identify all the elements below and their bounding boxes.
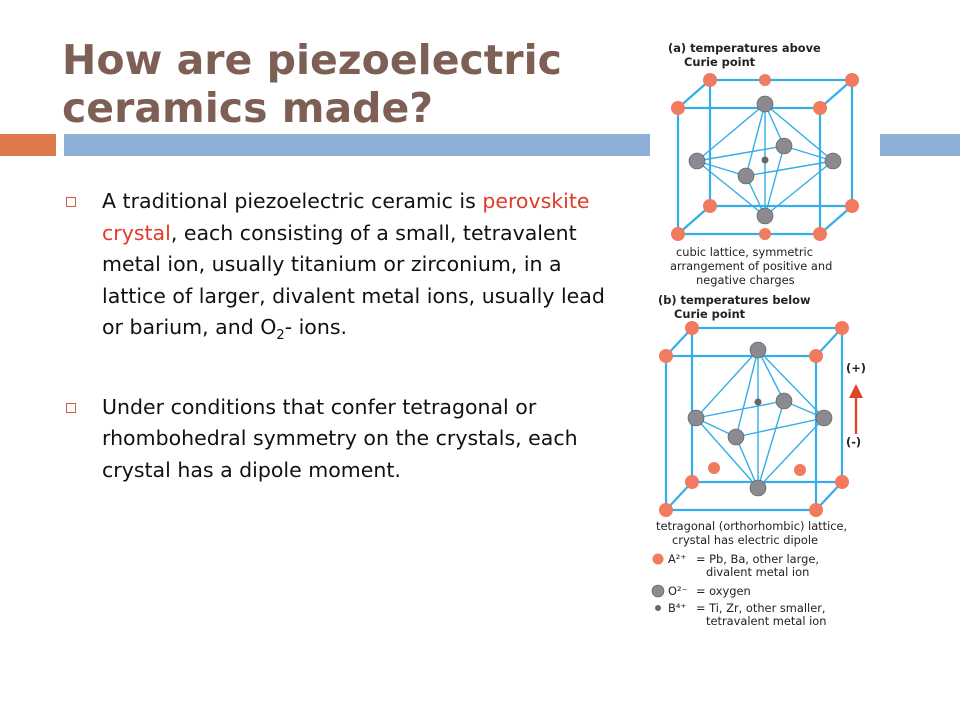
slide-title-line-1: How are piezoelectric <box>62 36 562 84</box>
legend-a-line-1: = Pb, Ba, other large, <box>696 552 819 566</box>
panel-a-caption-1: cubic lattice, symmetric <box>676 245 813 259</box>
panel-a-header-1: (a) temperatures above <box>668 41 821 55</box>
panel-a-header-2: Curie point <box>684 55 756 69</box>
bullet-item-1 <box>66 186 606 352</box>
dipole-plus-label: (+) <box>846 361 866 375</box>
panel-a-caption-3: negative charges <box>696 273 795 287</box>
panel-b-header-2: Curie point <box>674 307 746 321</box>
perovskite-diagram <box>650 38 880 628</box>
perovskite-figure <box>650 38 880 628</box>
panel-b-caption-1: tetragonal (orthorhombic) lattice, <box>656 519 848 533</box>
legend-a-symbol: A²⁺ <box>668 552 687 566</box>
b-ion-panel-b <box>755 399 762 406</box>
legend-b-ion-swatch <box>655 605 661 611</box>
o-ions-panel-b <box>688 342 832 496</box>
slide-title-line-2: ceramics made? <box>62 84 434 132</box>
square-bullet-icon <box>66 403 76 413</box>
panel-b-header-1: (b) temperatures below <box>658 293 811 307</box>
b-ion-panel-a <box>762 157 769 164</box>
legend-b-line-2: tetravalent metal ion <box>706 614 827 628</box>
bullet-1-text-start: A traditional piezoelectric ceramic is <box>102 189 483 213</box>
legend-o-symbol: O²⁻ <box>668 584 688 598</box>
legend-a-line-2: divalent metal ion <box>706 565 810 579</box>
dipole-arrow-icon <box>849 384 863 434</box>
bullet-item-2 <box>66 392 606 487</box>
square-bullet-icon <box>66 197 76 207</box>
legend-b-symbol: B⁴⁺ <box>668 601 687 615</box>
bullet-1-subscript: 2 <box>276 328 285 344</box>
legend <box>652 552 827 628</box>
legend-o-ion-swatch <box>652 585 664 597</box>
legend-b-line-1: = Ti, Zr, other smaller, <box>696 601 826 615</box>
panel-b-caption-2: crystal has electric dipole <box>672 533 819 547</box>
bullet-list <box>66 186 606 526</box>
legend-a-ion-swatch <box>653 554 664 565</box>
panel-a-caption-2: arrangement of positive and <box>670 259 833 273</box>
bullet-1-text-middle: , each consisting of a small, tetravalent metal ion, usually titanium or zirconium, in a lattice of larger, divalent metal ions, usually lead or barium, and O <box>102 220 605 339</box>
accent-bar-orange <box>0 134 56 156</box>
bullet-2-text: Under conditions that confer tetragonal or rhombohedral symmetry on the crystals, each crystal has a dipole moment. <box>102 394 578 482</box>
dipole-minus-label: (-) <box>846 435 862 449</box>
legend-o-line-1: = oxygen <box>696 584 751 598</box>
slide-title <box>62 36 622 132</box>
bullet-1-highlight: perovskite crystal <box>102 189 590 245</box>
bullet-1-text-end: - ions. <box>284 315 348 339</box>
